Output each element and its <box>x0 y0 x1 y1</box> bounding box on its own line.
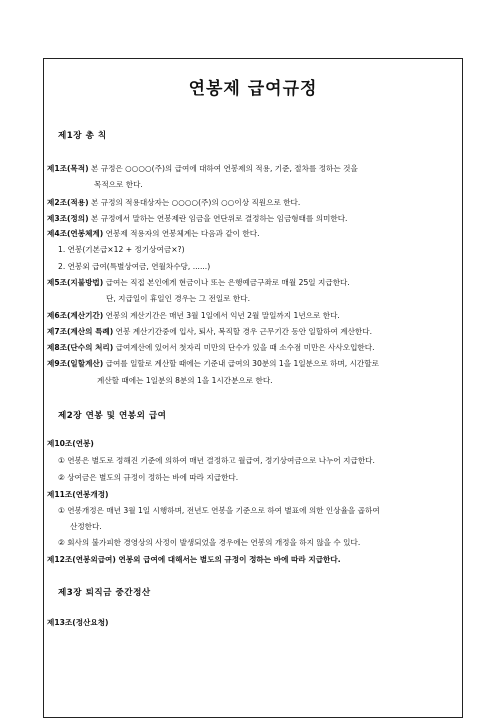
article-11-paragraph-1-continuation: 산정한다. <box>70 522 102 531</box>
article-5-label: 제5조(지불방법) <box>47 278 104 287</box>
document-page <box>43 58 463 718</box>
article-1-label: 제1조(목적) <box>47 164 89 173</box>
article-4 <box>47 229 260 239</box>
article-3-text: 본 규정에서 말하는 연봉제란 임금을 연단위로 결정하는 임금형태를 의미한다. <box>88 214 348 223</box>
document-title: 연봉제 급여규정 <box>188 79 318 99</box>
article-4-text: 연봉제 적용자의 연봉체계는 다음과 같이 한다. <box>103 229 260 238</box>
article-4-label: 제4조(연봉체계) <box>47 229 104 238</box>
article-7-label: 제7조(계산의 특례) <box>47 327 114 336</box>
article-12: 제12조(연봉외급여) 연봉외 급여에 대해서는 별도의 규정이 정하는 바에 따라 지급한다. <box>47 555 341 564</box>
article-4-item-2: 2. 연봉외 급여(특별상여금, 연월차수당, ......) <box>58 262 211 271</box>
article-11-paragraph-1: ① 연봉개정은 매년 3월 1일 시행하며, 전년도 연봉을 기준으로 하여 별표에 의한 인상율을 곱하여 <box>58 506 380 515</box>
article-9-continuation: 계산할 때에는 1일분의 8분의 1을 1시간분으로 한다. <box>97 376 273 385</box>
article-10-label: 제10조(연봉) <box>47 439 94 448</box>
article-3 <box>47 214 347 224</box>
article-11-paragraph-2: ② 회사의 불가피한 경영상의 사정이 발생되었을 경우에는 연봉의 개정을 하지 않을 수 있다. <box>58 538 361 547</box>
article-2 <box>47 198 300 208</box>
article-5-continuation: 단, 지급일이 휴일인 경우는 그 전일로 한다. <box>106 294 251 303</box>
article-6-label: 제6조(계산기간) <box>47 311 104 320</box>
article-2-label: 제2조(적용) <box>47 198 89 207</box>
article-1-text: 본 규정은 ○○○○(주)의 급여에 대하여 연봉제의 적용, 기준, 절차를 정하는 것을 <box>88 164 358 173</box>
article-8-text: 급여계산에 있어서 첫자리 미만의 단수가 있을 때 소수점 미만은 사사오입한다. <box>113 343 375 352</box>
article-7-text: 연봉 계산기간중에 입사, 퇴사, 복직할 경우 근무기간 동안 일할하여 계산한다. <box>113 327 372 336</box>
article-4-item-1: 1. 연봉(기본급×12 + 정기상여금×?) <box>58 245 185 254</box>
article-9 <box>47 359 379 369</box>
article-6-text: 연봉의 계산기간은 매년 3월 1일에서 익년 2월 말일까지 1년으로 한다. <box>103 311 340 320</box>
chapter-1-heading: 제1장 총 칙 <box>58 131 107 141</box>
chapter-2-heading: 제2장 연봉 및 연봉외 급여 <box>58 411 167 421</box>
article-10-paragraph-1: ① 연봉은 별도로 정해진 기준에 의하여 매년 결정하고 월급여, 정기상여금으로 나누어 지급한다. <box>58 456 375 465</box>
article-3-label: 제3조(정의) <box>47 214 89 223</box>
chapter-3-heading: 제3장 퇴직금 중간정산 <box>58 588 151 598</box>
article-10-paragraph-2: ② 상여금은 별도의 규정이 정하는 바에 따라 지급한다. <box>58 473 239 482</box>
article-9-label: 제9조(일할계산) <box>47 359 104 368</box>
article-1-continuation: 목적으로 한다. <box>94 180 143 189</box>
article-13-label: 제13조(정산요청) <box>47 618 109 627</box>
article-7 <box>47 327 372 337</box>
article-8-label: 제8조(단수의 처리) <box>47 343 114 352</box>
article-8 <box>47 343 375 353</box>
article-5 <box>47 278 350 288</box>
article-5-text: 급여는 직접 본인에게 현금이나 또는 은행예금구좌로 매월 25일 지급한다. <box>103 278 350 287</box>
article-2-text: 본 규정의 적용대상자는 ○○○○(주)의 ○○이상 직원으로 한다. <box>88 198 301 207</box>
article-6 <box>47 311 340 321</box>
article-11-label: 제11조(연봉개정) <box>47 490 109 499</box>
article-9-text: 급여를 일할로 계산할 때에는 기준내 급여의 30분의 1을 1일분으로 하며, 시간할로 <box>103 359 379 368</box>
article-1 <box>47 164 358 174</box>
